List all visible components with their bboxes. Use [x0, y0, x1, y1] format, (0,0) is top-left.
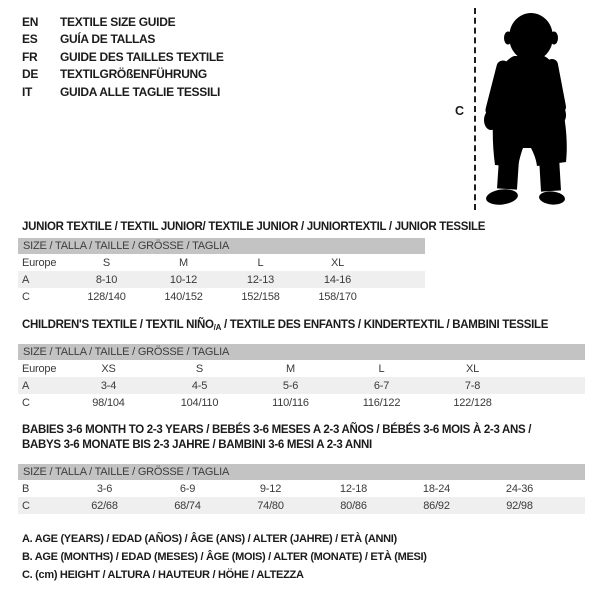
language-code: FR — [22, 49, 38, 64]
children-title-post: / TEXTILE DES ENFANTS / KINDERTEXTIL / BAMBINI TESSILE — [221, 319, 549, 331]
size-header-bar — [18, 238, 425, 254]
size-cell: 7-8 — [464, 379, 481, 392]
language-row — [22, 83, 224, 101]
junior-section-title: JUNIOR TEXTILE / TEXTIL JUNIOR/ TEXTILE JUNIOR / JUNIORTEXTIL / JUNIOR TESSILE — [22, 221, 486, 233]
empty-cell — [561, 497, 585, 514]
table-row — [18, 480, 585, 497]
language-row — [22, 48, 224, 66]
language-code: ES — [22, 32, 38, 47]
table-row — [18, 497, 585, 514]
language-row — [22, 13, 224, 31]
empty-cell — [518, 360, 585, 377]
language-code: IT — [22, 84, 33, 99]
size-cell: 18-24 — [422, 482, 451, 495]
language-title: GUIDA ALLE TAGLIE TESSILI — [60, 84, 221, 99]
language-title: TEXTILE SIZE GUIDE — [60, 14, 176, 29]
children-section — [18, 319, 585, 411]
table-row — [18, 254, 425, 271]
row-label: A — [22, 379, 30, 392]
table-row — [18, 377, 585, 394]
junior-table — [18, 254, 425, 305]
babies-section-title-line1: BABIES 3-6 MONTH TO 2-3 YEARS / BEBÉS 3-6 MESES A 2-3 AÑOS / BÉBÉS 3-6 MOIS À 2-3 ANS / — [22, 424, 532, 436]
size-cell: 8-10 — [95, 273, 118, 286]
babies-section-title-line2: BABYS 3-6 MONATE BIS 2-3 JAHRE / BAMBINI 3-6 MESI A 2-3 ANNI — [22, 439, 372, 451]
size-cell: M — [286, 362, 295, 375]
size-cell: 92/98 — [506, 499, 533, 512]
language-code: EN — [22, 14, 39, 29]
table-row — [18, 271, 425, 288]
children-title-pre: CHILDREN'S TEXTILE / TEXTIL NIÑO — [22, 319, 214, 331]
height-label-c: C — [455, 104, 465, 118]
language-title: TEXTILGRÖßENFÜHRUNG — [60, 67, 207, 82]
empty-cell — [518, 377, 585, 394]
size-cell: XL — [330, 256, 345, 269]
size-cell: 9-12 — [259, 482, 282, 495]
size-cell: 128/140 — [87, 290, 126, 303]
size-header-label: SIZE / TALLA / TAILLE / GRÖSSE / TAGLIA — [23, 346, 230, 358]
size-cell: 86/92 — [423, 499, 450, 512]
size-cell: 10-12 — [169, 273, 198, 286]
junior-section — [18, 221, 485, 305]
row-label: A — [22, 273, 30, 286]
size-cell: 104/110 — [180, 396, 219, 409]
size-cell: 3-4 — [100, 379, 117, 392]
legend-line-a: A. AGE (YEARS) / EDAD (AÑOS) / ÂGE (ANS) / ALTER (JAHRE) / ETÀ (ANNI) — [22, 533, 397, 545]
size-cell: L — [257, 256, 264, 269]
size-cell: XL — [465, 362, 480, 375]
size-cell: 24-36 — [505, 482, 534, 495]
size-cell: 6-7 — [373, 379, 390, 392]
language-row — [22, 66, 224, 84]
row-label: Europe — [22, 362, 57, 375]
table-row — [18, 394, 585, 411]
size-cell: 158/170 — [318, 290, 357, 303]
height-dashed-line — [474, 8, 476, 210]
size-cell: 122/128 — [453, 396, 492, 409]
size-cell: 14-16 — [323, 273, 352, 286]
size-header-label: SIZE / TALLA / TAILLE / GRÖSSE / TAGLIA — [23, 240, 230, 252]
size-cell: XS — [101, 362, 116, 375]
size-cell: 140/152 — [164, 290, 203, 303]
size-cell: 12-13 — [246, 273, 275, 286]
language-title: GUÍA DE TALLAS — [60, 32, 156, 47]
language-row — [22, 31, 224, 49]
size-cell: 5-6 — [282, 379, 299, 392]
row-label: C — [22, 396, 30, 409]
empty-cell — [518, 394, 585, 411]
empty-cell — [376, 254, 425, 271]
row-label: B — [22, 482, 30, 495]
language-list — [22, 13, 224, 101]
size-cell: 116/122 — [362, 396, 401, 409]
size-cell: 74/80 — [257, 499, 284, 512]
table-row — [18, 288, 425, 305]
toddler-silhouette-icon — [481, 7, 573, 207]
empty-cell — [376, 271, 425, 288]
size-cell: 62/68 — [91, 499, 118, 512]
size-cell: M — [179, 256, 188, 269]
babies-table — [18, 480, 585, 514]
children-table — [18, 360, 585, 411]
legend-line-b: B. AGE (MONTHS) / EDAD (MESES) / ÂGE (MOIS) / ALTER (MONATE) / ETÀ (MESI) — [22, 551, 427, 563]
legend — [22, 530, 427, 584]
size-cell: S — [195, 362, 204, 375]
empty-cell — [561, 480, 585, 497]
size-cell: 12-18 — [339, 482, 368, 495]
size-cell: L — [378, 362, 385, 375]
size-header-bar — [18, 464, 585, 480]
size-cell: 6-9 — [179, 482, 196, 495]
size-header-bar — [18, 344, 585, 360]
row-label: Europe — [22, 256, 57, 269]
children-title-subscript: /A — [213, 323, 222, 332]
row-label: C — [22, 499, 30, 512]
babies-section — [18, 423, 585, 514]
empty-cell — [376, 288, 425, 305]
size-cell: 68/74 — [174, 499, 201, 512]
size-cell: 110/116 — [272, 396, 309, 409]
size-cell: 3-6 — [96, 482, 113, 495]
legend-line-c: C. (cm) HEIGHT / ALTURA / HAUTEUR / HÖHE / ALTEZZA — [22, 569, 304, 581]
size-cell: 4-5 — [191, 379, 208, 392]
size-cell: 152/158 — [241, 290, 280, 303]
size-cell: 80/86 — [340, 499, 367, 512]
size-cell: S — [102, 256, 111, 269]
size-cell: 98/104 — [92, 396, 125, 409]
language-code: DE — [22, 67, 39, 82]
size-header-label: SIZE / TALLA / TAILLE / GRÖSSE / TAGLIA — [23, 466, 230, 478]
children-section-title — [22, 319, 585, 332]
row-label: C — [22, 290, 30, 303]
language-title: GUIDE DES TAILLES TEXTILE — [60, 49, 224, 64]
table-row — [18, 360, 585, 377]
